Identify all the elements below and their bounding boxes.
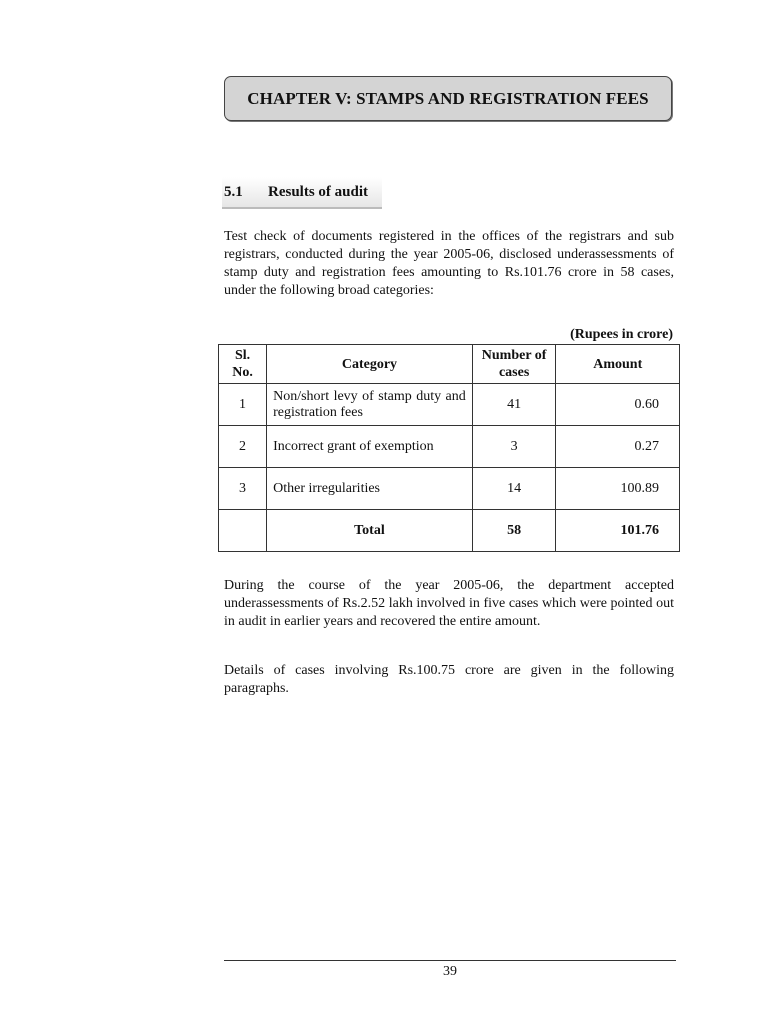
- section-title: Results of audit: [268, 183, 369, 200]
- intro-paragraph: Test check of documents registered in the offices of the registrars and sub registrars, conducted during the year 2005-06, disclosed underassessments of stamp duty and registration fees amounting to Rs.101.76 crore in 58 cases, under the following broad categories:: [224, 229, 674, 298]
- cell-category: Incorrect grant of exemption: [267, 426, 473, 468]
- chapter-title: CHAPTER V: STAMPS AND REGISTRATION FEES: [247, 88, 649, 108]
- cell-cases: 14: [472, 468, 556, 510]
- header-amount: Amount: [556, 345, 680, 384]
- total-cases: 58: [472, 510, 556, 552]
- footer-divider: [224, 960, 676, 961]
- table-header-row: [219, 345, 680, 384]
- cell-category: Non/short levy of stamp duty and registration fees: [267, 384, 473, 426]
- chapter-title-box: [224, 76, 672, 121]
- units-note: (Rupees in crore): [570, 327, 673, 342]
- paragraph-department-accepted: During the course of the year 2005-06, the department accepted underassessments of Rs.2.52 lakh involved in five cases which were pointed out in audit in earlier years and recovered the entire amount.: [224, 578, 674, 629]
- cell-category: Other irregularities: [267, 468, 473, 510]
- cell-sl: 3: [219, 468, 267, 510]
- table-row: [219, 468, 680, 510]
- total-amount: 101.76: [556, 510, 680, 552]
- page-number: 39: [443, 964, 457, 979]
- cell-amount: 100.89: [556, 468, 680, 510]
- cell-sl: 2: [219, 426, 267, 468]
- audit-results-table: [218, 344, 680, 552]
- cell-amount: 0.27: [556, 426, 680, 468]
- cell-sl-empty: [219, 510, 267, 552]
- header-category: Category: [267, 345, 473, 384]
- cell-sl: 1: [219, 384, 267, 426]
- header-number-of-cases: Number of cases: [472, 345, 556, 384]
- header-sl-no: Sl. No.: [219, 345, 267, 384]
- table-row: [219, 426, 680, 468]
- section-heading: [222, 177, 382, 209]
- table-total-row: [219, 510, 680, 552]
- table-row: [219, 384, 680, 426]
- cell-amount: 0.60: [556, 384, 680, 426]
- section-number: 5.1: [224, 183, 243, 200]
- paragraph-details: Details of cases involving Rs.100.75 crore are given in the following paragraphs.: [224, 663, 674, 696]
- cell-cases: 3: [472, 426, 556, 468]
- cell-cases: 41: [472, 384, 556, 426]
- total-label: Total: [267, 510, 473, 552]
